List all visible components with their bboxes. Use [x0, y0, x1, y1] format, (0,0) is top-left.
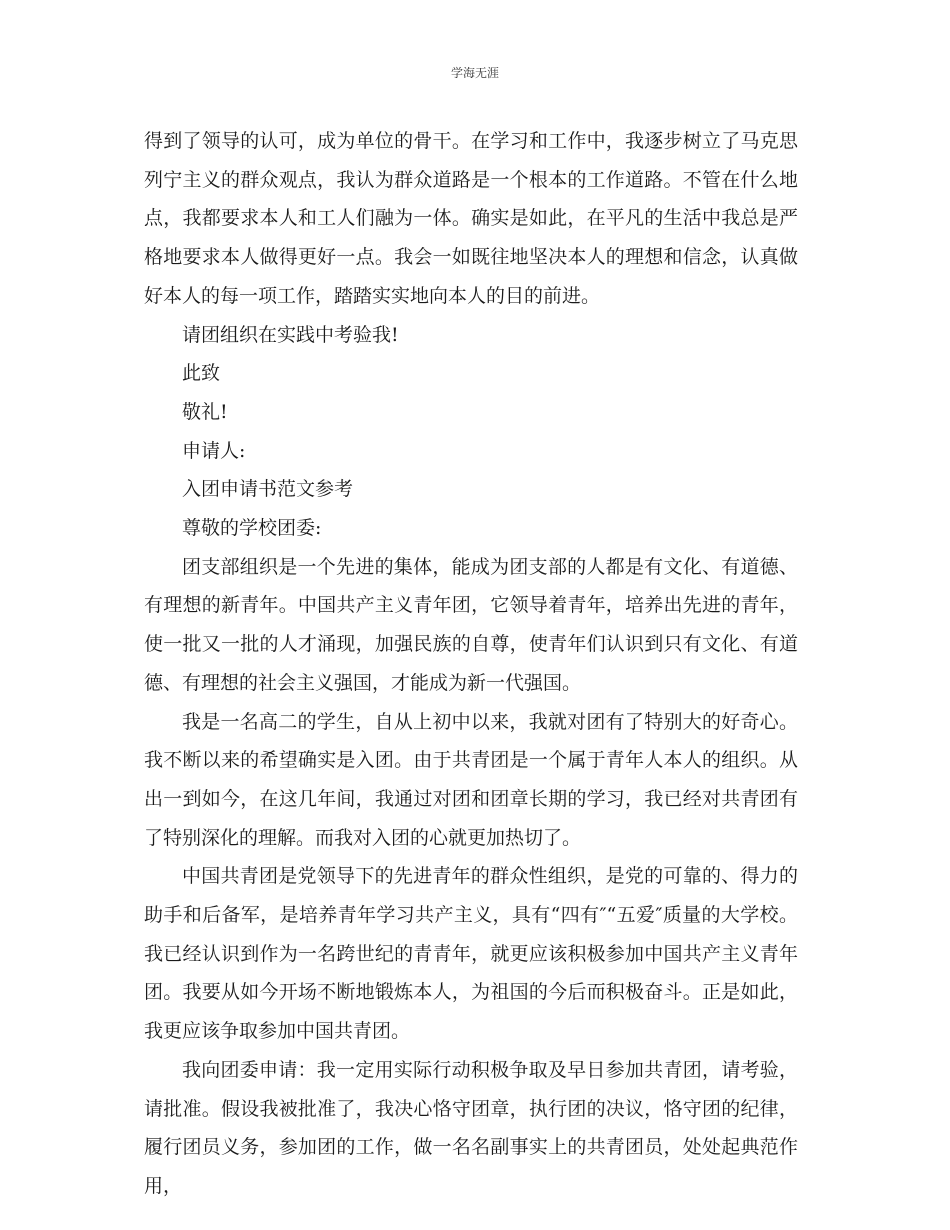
applicant-label: 申请人:	[182, 439, 246, 462]
closing-salutation: 此致	[182, 362, 221, 385]
paragraph-league: 中国共青团是党领导下的先进青年的群众性组织，是党的可靠的、得力的助手和后备军，是培养青年学习共产主义，具有“四有″“五爱″质量的大学校。我已经认识到作为一名跨世纪的青青年，就更应该积极参加中国共产主义青年团。我要从如今开场不断地锻炼本人，为祖国的今后而积极奋斗。正是如此，我更应该争取参加中国共青团。	[144, 865, 798, 1043]
page-header: 学海无涯	[450, 66, 499, 80]
paragraph-branch: 团支部组织是一个先进的集体，能成为团支部的人都是有文化、有道德、有理想的新青年。中国共产主义青年团，它领导着青年，培养出先进的青年，使一批又一批的人才涌现，加强民族的自尊，使青年们认识到只有文化、有道德、有理想的社会主义强国，才能成为新一代强国。	[144, 555, 798, 694]
document-body	[144, 122, 798, 1206]
closing-respect: 敬礼!	[182, 400, 228, 423]
paragraph-request-test: 请团组织在实践中考验我!	[182, 323, 399, 346]
paragraph-application: 我向团委申请：我一定用实际行动积极争取及早日参加共青团，请考验，请批准。假设我被批准了，我决心恪守团章，执行团的决议，恪守团的纪律，履行团员义务，参加团的工作，做一名名副事实上的共青团员，处处起典范作用，	[144, 1058, 798, 1197]
section-title: 入团申请书范文参考	[182, 478, 354, 501]
letter-greeting: 尊敬的学校团委:	[182, 517, 322, 540]
paragraph-continuation: 得到了领导的认可，成为单位的骨干。在学习和工作中，我逐步树立了马克思列宁主义的群众观点，我认为群众道路是一个根本的工作道路。不管在什么地点，我都要求本人和工人们融为一体。确实是如此，在平凡的生活中我总是严格地要求本人做得更好一点。我会一如既往地坚决本人的理想和信念，认真做好本人的每一项工作，踏踏实实地向本人的目的前进。	[144, 130, 798, 307]
paragraph-student: 我是一名高二的学生，自从上初中以来，我就对团有了特别大的好奇心。我不断以来的希望确实是入团。由于共青团是一个属于青年人本人的组织。从出一到如今，在这几年间，我通过对团和团章长期的学习，我已经对共青团有了特别深化的理解。而我对入团的心就更加热切了。	[144, 710, 798, 849]
